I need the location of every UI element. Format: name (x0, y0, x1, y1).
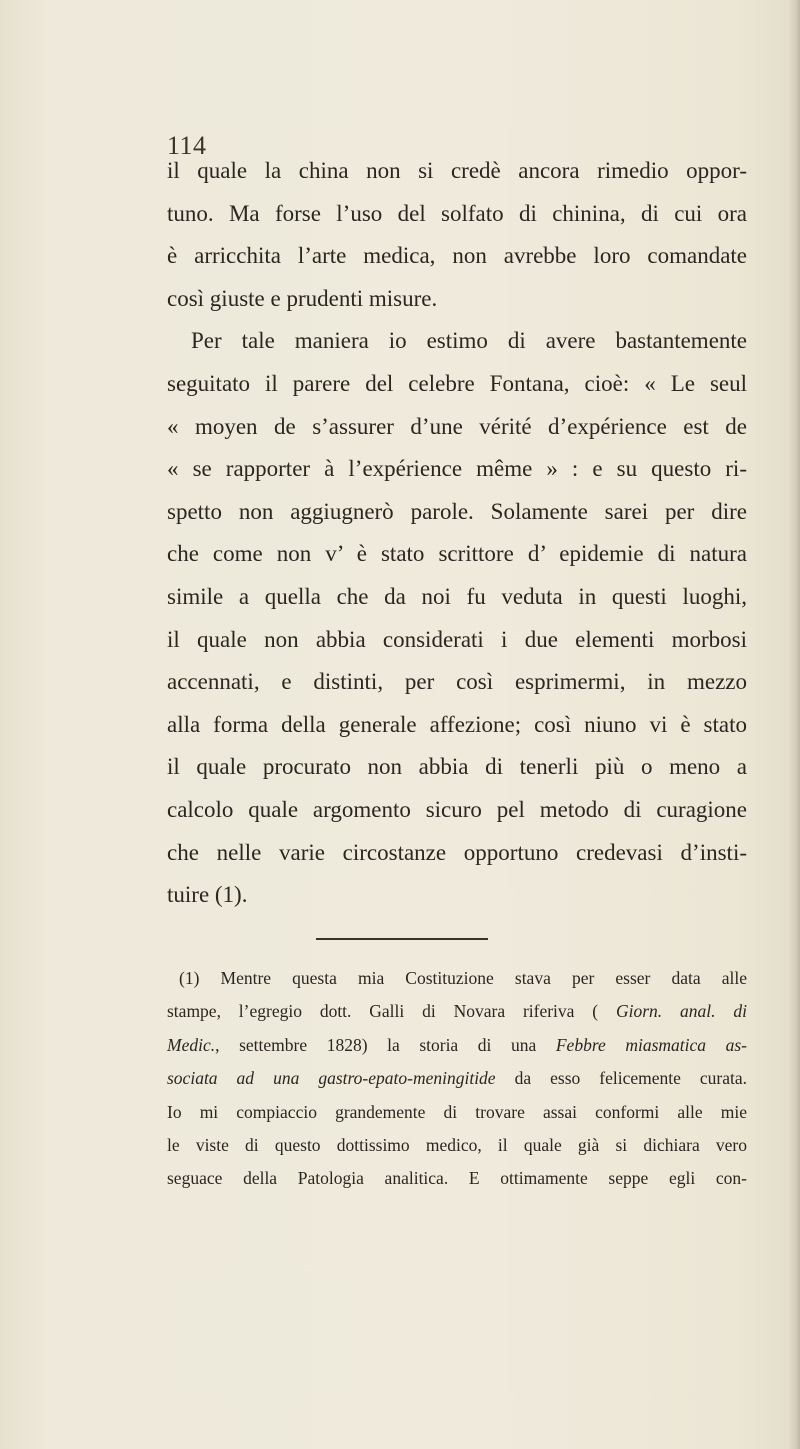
page-edge-shadow (788, 0, 800, 1449)
footnote-line (167, 1029, 747, 1062)
footnote-separator (316, 938, 488, 940)
footnote-line (167, 1062, 747, 1095)
text-line: « moyen de s’assurer d’une vérité d’expérience est de (167, 413, 747, 439)
footnote-line (167, 962, 747, 995)
footnote-line (167, 995, 747, 1028)
footnote-italic: sociata ad una gastro-epato-meningitide (167, 1068, 496, 1089)
footnote-line (167, 1096, 747, 1129)
page-number: 114 (167, 131, 207, 160)
footnote-italic: Giorn. anal. di (615, 1001, 747, 1022)
text-line: accennati, e distinti, per così esprimermi, in mezzo (167, 669, 747, 695)
text-line: che come non v’ è stato scrittore d’ epidemie di natura (167, 541, 747, 567)
text-line: Per tale maniera io estimo di avere bastantemente (191, 328, 747, 354)
footnote-text: seguace della Patologia analitica. E ottimamente seppe egli con- (167, 1168, 747, 1189)
text-line: « se rapporter à l’expérience même » : e su questo ri- (167, 456, 747, 482)
footnote-text: da esso felicemente curata. (495, 1068, 747, 1089)
text-line: il quale procurato non abbia di tenerli più o meno a (167, 754, 747, 780)
text-line: il quale non abbia considerati i due elementi morbosi (167, 626, 747, 652)
footnote-text: (1) Mentre questa mia Costituzione stava per esser data alle (179, 968, 747, 988)
text-line: calcolo quale argomento sicuro pel metodo di curagione (167, 796, 747, 822)
text-line: tuire (1). (167, 882, 248, 908)
text-line: spetto non aggiugnerò parole. Solamente sarei per dire (167, 498, 747, 524)
text-line: simile a quella che da noi fu veduta in questi luoghi, (167, 583, 747, 609)
footnote-text: le viste di questo dottissimo medico, il quale già si dichiara vero (167, 1135, 747, 1156)
text-line: così giuste e prudenti misure. (167, 285, 438, 311)
footnote-italic: Febbre miasmatica as- (555, 1034, 747, 1055)
footnote-text: , settembre 1828) la storia di una (215, 1034, 556, 1055)
text-line: alla forma della generale affezione; così niuno vi è stato (167, 711, 747, 737)
footnote (167, 962, 747, 1196)
footnote-italic: Medic. (167, 1034, 216, 1055)
footnote-line (167, 1129, 747, 1162)
footnote-line (167, 1162, 747, 1195)
text-line: il quale la china non si credè ancora rimedio oppor- (167, 158, 747, 183)
text-line: tuno. Ma forse l’uso del solfato di chinina, di cui ora (167, 200, 747, 226)
text-line: seguitato il parere del celebre Fontana, cioè: « Le seul (167, 370, 747, 396)
text-line: che nelle varie circostanze opportuno credevasi d’insti- (167, 839, 747, 865)
footnote-text: Io mi compiaccio grandemente di trovare assai conformi alle mie (167, 1101, 747, 1122)
main-text (167, 150, 747, 917)
footnote-text: stampe, l’egregio dott. Galli di Novara riferiva ( (167, 1001, 616, 1022)
text-line: è arricchita l’arte medica, non avrebbe loro comandate (167, 243, 747, 269)
